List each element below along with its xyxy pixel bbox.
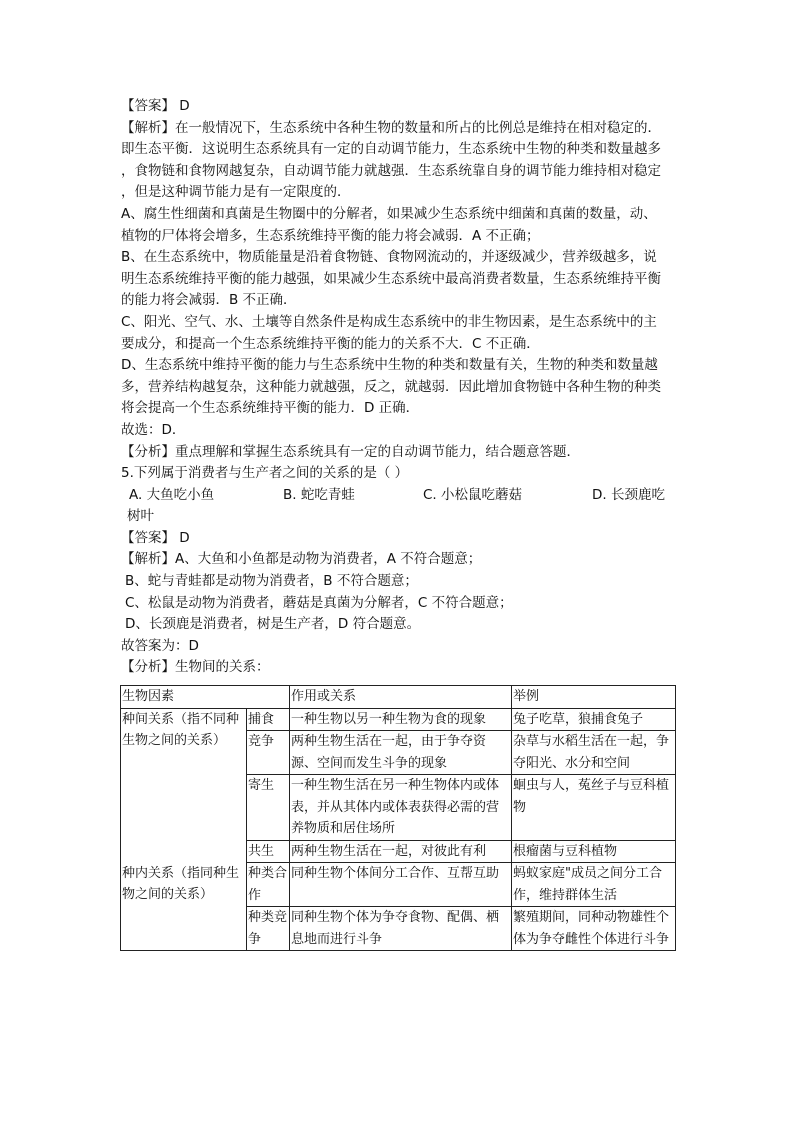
- relation-example: 繁殖期间，同种动物雄性个体为争夺雌性个体进行斗争: [512, 907, 676, 951]
- intraspecies-label: 种内关系（指同种生物之间的关系）: [121, 863, 247, 951]
- relation-example: 杂草与水稻生活在一起，争夺阳光、水分和空间: [512, 731, 676, 775]
- relation-type: 种类竞争: [247, 907, 290, 951]
- relation-type: 共生: [247, 840, 290, 863]
- analysis-line: 即生态平衡．这说明生态系统具有一定的自动调节能力，生态系统中生物的种类和数量越多: [121, 141, 661, 158]
- conclusion-line: 故答案为：D: [121, 637, 199, 654]
- relation-example: 蛔虫与人，菟丝子与豆科植物: [512, 775, 676, 841]
- header-cell: 举例: [512, 686, 676, 709]
- analysis-line: C、松鼠是动物为消费者，蘑菇是真菌为分解者，C 不符合题意；: [125, 594, 513, 611]
- relation-example: 兔子吃草，狼捕食兔子: [512, 708, 676, 731]
- analysis-line: 要成分，和提高一个生态系统维持平衡的能力的关系不大．C 不正确．: [121, 335, 540, 352]
- analysis-line: 植物的尸体将会增多，生态系统维持平衡的能力将会减弱．A 不正确；: [121, 227, 540, 244]
- analysis-line: B、在生态系统中，物质能量是沿着食物链、食物网流动的，并逐级减少，营养级越多，说: [121, 249, 657, 266]
- analysis-line: C、阳光、空气、水、土壤等自然条件是构成生态系统中的非生物因素，是生态系统中的主: [121, 313, 657, 330]
- relation-desc: 一种生物生活在另一种生物体内或体表，并从其体内或体表获得必需的营养物质和居住场所: [290, 775, 512, 841]
- relationship-table: [120, 685, 676, 951]
- analysis-line: ，食物链和食物网越复杂，自动调节能力就越强．生态系统靠自身的调节能力维持相对稳定: [121, 162, 661, 179]
- relation-desc: 同种生物个体为争夺食物、配偶、栖息地而进行斗争: [290, 907, 512, 951]
- conclusion-line: 故选：D．: [121, 421, 186, 438]
- table-header-row: [121, 686, 676, 709]
- analysis-line: D、长颈鹿是消费者，树是生产者，D 符合题意。: [125, 616, 421, 633]
- option-b: B. 蛇吃青蛙: [283, 486, 355, 503]
- relation-example: 蚂蚁家庭"成员之间分工合作，维持群体生活: [512, 863, 676, 907]
- document-body: [121, 96, 677, 679]
- interspecies-label: 种间关系（指不同种生物之间的关系）: [121, 708, 247, 863]
- analysis-line: B、蛇与青蛙都是动物为消费者，B 不符合题意；: [125, 573, 418, 590]
- analysis-line: 将会提高一个生态系统维持平衡的能力．D 正确．: [121, 400, 420, 417]
- analysis-line: ，但是这种调节能力是有一定限度的．: [121, 184, 351, 201]
- relation-desc: 一种生物以另一种生物为食的现象: [290, 708, 512, 731]
- option-d-wrap: 树叶: [127, 508, 154, 525]
- relation-type: 寄生: [247, 775, 290, 841]
- header-cell: 作用或关系: [290, 686, 512, 709]
- relation-desc: 两种生物生活在一起，对彼此有利: [290, 840, 512, 863]
- option-d: D. 长颈鹿吃: [592, 486, 665, 503]
- table-row: [121, 863, 676, 907]
- summary-line: 【分析】生物间的关系：: [121, 659, 270, 676]
- summary-line: 【分析】重点理解和掌握生态系统具有一定的自动调节能力，结合题意答题．: [121, 443, 580, 460]
- relation-type: 捕食: [247, 708, 290, 731]
- relation-type: 竞争: [247, 731, 290, 775]
- option-a: A. 大鱼吃小鱼: [129, 486, 215, 503]
- analysis-line: 的能力将会减弱．B 不正确．: [121, 292, 297, 309]
- relation-type: 种类合作: [247, 863, 290, 907]
- option-c: C. 小松鼠吃蘑菇: [423, 486, 523, 503]
- analysis-line: A、腐生性细菌和真菌是生物圈中的分解者，如果减少生态系统中细菌和真菌的数量，动、: [121, 205, 657, 222]
- relation-desc: 同种生物个体间分工合作、互帮互助: [290, 863, 512, 907]
- question-stem: 5.下列属于消费者与生产者之间的关系的是（ ）: [121, 465, 409, 482]
- answer-line: 【答案】 D: [121, 529, 190, 546]
- question-options: [121, 485, 677, 507]
- analysis-line: 【解析】A、大鱼和小鱼都是动物为消费者，A 不符合题意；: [121, 551, 482, 568]
- analysis-line: 多，营养结构越复杂，这种能力就越强，反之，就越弱．因此增加食物链中各种生物的种类: [121, 378, 661, 395]
- analysis-line: 【解析】在一般情况下，生态系统中各种生物的数量和所占的比例总是维持在相对稳定的．: [121, 119, 661, 136]
- relation-desc: 两种生物生活在一起，由于争夺资源、空间而发生斗争的现象: [290, 731, 512, 775]
- analysis-line: 明生态系统维持平衡的能力越强，如果减少生态系统中最高消费者数量，生态系统维持平衡: [121, 270, 661, 287]
- answer-line: 【答案】 D: [121, 98, 190, 114]
- analysis-line: D、生态系统中维持平衡的能力与生态系统中生物的种类和数量有关，生物的种类和数量越: [121, 357, 658, 374]
- table-row: [121, 708, 676, 731]
- header-cell: 生物因素: [121, 686, 290, 709]
- relation-example: 根瘤菌与豆科植物: [512, 840, 676, 863]
